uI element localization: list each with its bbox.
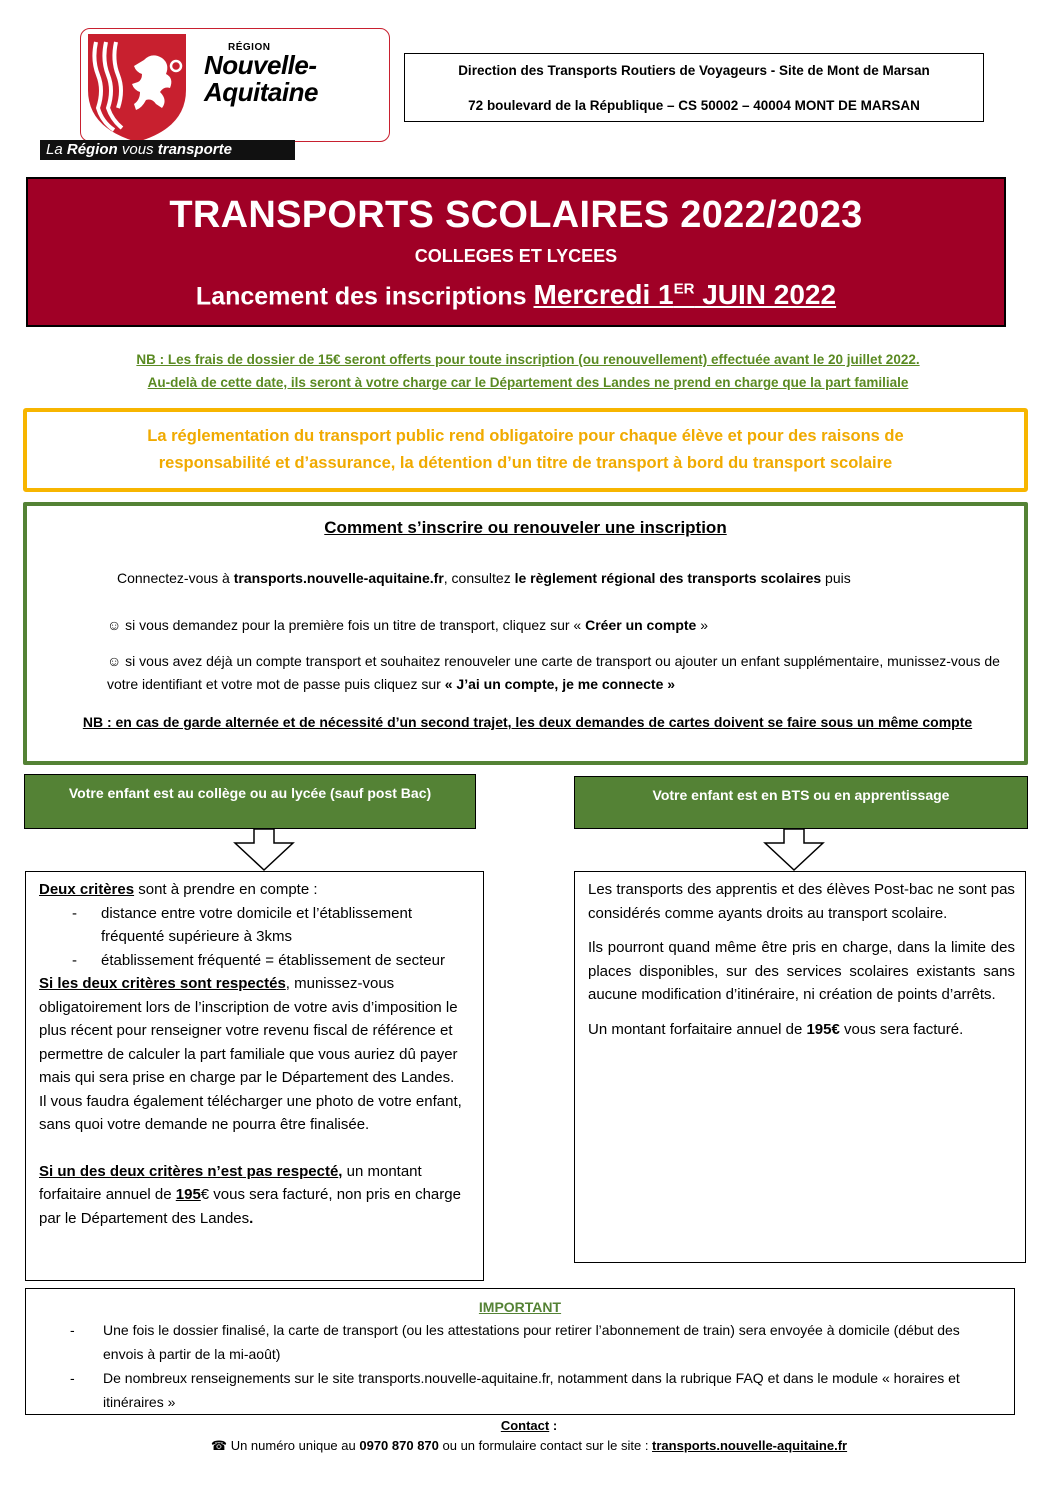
text: Un montant forfaitaire annuel de: [588, 1020, 807, 1038]
text: puis: [821, 570, 851, 586]
text: , consultez: [443, 570, 515, 586]
address-line-2: 72 boulevard de la République – CS 50002 – 40004 MONT DE MARSAN: [468, 98, 920, 113]
criteria-title: Deux critères: [39, 881, 135, 898]
shared-custody-note: NB : en cas de garde alternée et de nécessité d’un second trajet, les deux demandes de cartes doivent se faire sous un même compte: [82, 714, 973, 730]
website-link[interactable]: transports.nouvelle-aquitaine.fr: [233, 570, 444, 586]
tagline-part: transporte: [157, 141, 232, 158]
college-lycee-details: [25, 871, 484, 1281]
spacer: [39, 1137, 473, 1160]
logo-name-line1: Nouvelle-: [204, 50, 317, 80]
page-title: TRANSPORTS SCOLAIRES 2022/2023: [169, 194, 863, 236]
text: € vous sera facturé, non pris en charge par le Département des Landes: [39, 1186, 461, 1227]
fee-info: [588, 1018, 1015, 1042]
text: Connectez-vous à: [117, 570, 234, 586]
criteria-item: [39, 902, 473, 949]
text: si vous avez déjà un compte transport et souhaitez renouveler une carte de transport ou ajouter un enfant supplémentaire, munissez-vous de votre identifiant et votre mot de passe puis cliquez sur: [107, 653, 1000, 692]
launch-date-line: [28, 274, 1004, 312]
region-shield-logo: [82, 30, 192, 145]
first-time-instruction: [107, 614, 708, 637]
availability-info: Ils pourront quand même être pris en charge, dans la limite des places disponibles, sur des services scolaires existants sans aucune modification d’itinéraire, ni création de points d’arrêts.: [588, 939, 1015, 1003]
criteria-text: distance entre votre domicile et l’établissement fréquenté supérieure à 3kms: [101, 904, 412, 945]
tagline-part: La: [46, 141, 67, 158]
fee-amount: 195: [175, 1186, 201, 1203]
text: :: [549, 1418, 558, 1433]
logo-name: [204, 52, 318, 106]
text: Un numéro unique au: [227, 1438, 360, 1453]
text: ,: [338, 1162, 343, 1180]
contact-website-link[interactable]: transports.nouvelle-aquitaine.fr: [652, 1438, 848, 1453]
contact-label: [0, 1418, 1058, 1433]
bts-apprentice-header: Votre enfant est en BTS ou en apprentissage: [574, 776, 1028, 829]
text: »: [696, 617, 709, 633]
text: vous sera facturé.: [839, 1020, 964, 1038]
important-title: IMPORTANT: [478, 1299, 562, 1315]
dash-bullet: -: [72, 951, 77, 969]
important-item: [26, 1366, 1014, 1414]
tagline-part: vous: [117, 141, 158, 158]
tagline-part: Région: [66, 141, 118, 158]
title-banner: [26, 177, 1006, 327]
college-lycee-header: Votre enfant est au collège ou au lycée (sauf post Bac): [24, 774, 476, 829]
address-line-1: Direction des Transports Routiers de Voyageurs - Site de Mont de Marsan: [458, 63, 930, 78]
text: un montant forfaitaire annuel de: [39, 1162, 422, 1203]
photo-instruction: Il vous faudra également télécharger une photo de votre enfant, sans quoi votre demande ne pourra être finalisée.: [39, 1092, 462, 1133]
dash-bullet: -: [70, 1370, 75, 1386]
criteria-not-respected: [39, 1160, 473, 1231]
fee-notice: [30, 348, 1026, 394]
important-text: Une fois le dossier finalisé, la carte de transport (ou les attestations pour retirer l’abonnement de train) sera envoyée à domicile (début des envois à partir de la mi-août): [103, 1322, 960, 1362]
regulation-line-1: La réglementation du transport public rend obligatoire pour chaque élève et pour des raisons de: [147, 427, 904, 445]
logo-tagline: [40, 140, 295, 160]
smiley-icon: ☺: [107, 617, 122, 633]
criteria-intro: [39, 878, 473, 902]
rules-reference: le règlement régional des transports scolaires: [514, 570, 822, 586]
arrow-down-icon: [763, 828, 825, 872]
launch-date-day: Mercredi 1: [533, 279, 674, 311]
how-to-title: Comment s’inscrire ou renouveler une inscription: [324, 518, 727, 537]
page-subtitle: COLLEGES ET LYCEES: [414, 246, 618, 266]
text: sont à prendre en compte :: [134, 881, 318, 898]
login-label: « J’ai un compte, je me connecte »: [444, 676, 676, 692]
logo-name-line2: Aquitaine: [204, 77, 318, 107]
launch-prefix: Lancement des inscriptions: [195, 282, 534, 311]
phone-number[interactable]: 0970 870 870: [359, 1438, 439, 1453]
dash-bullet: -: [72, 904, 77, 922]
how-to-register-box: [23, 502, 1028, 765]
regulation-box: [23, 408, 1028, 492]
phone-icon: ☎: [210, 1438, 228, 1453]
bts-apprentice-details: [574, 871, 1026, 1263]
fee-notice-line-2: Au-delà de cette date, ils seront à votre charge car le Département des Landes ne prend en charge que la part familiale: [147, 375, 909, 390]
launch-date: [534, 279, 837, 310]
launch-date-sup: ER: [673, 281, 695, 298]
post-bac-info: Les transports des apprentis et des élèves Post-bac ne sont pas considérés comme ayants droits au transport scolaire.: [588, 881, 1015, 922]
regulation-line-2: responsabilité et d’assurance, la détention d’un titre de transport à bord du transport scolaire: [158, 454, 893, 472]
respected-title: Si les deux critères sont respectés: [39, 975, 286, 992]
text: si vous demandez pour la première fois un titre de transport, cliquez sur «: [121, 617, 586, 633]
renewal-instruction: [107, 650, 1017, 696]
dash-bullet: -: [70, 1322, 75, 1338]
address-box: [404, 53, 984, 122]
smiley-icon: ☺: [107, 653, 122, 669]
not-respected-title: Si un des deux critères n’est pas respecté: [39, 1162, 339, 1180]
important-box: [25, 1288, 1015, 1415]
text: ou un formulaire contact sur le site :: [438, 1438, 653, 1453]
criteria-respected: [39, 972, 473, 1090]
launch-date-rest: JUIN 2022: [694, 279, 837, 311]
contact-title: Contact: [500, 1418, 550, 1433]
create-account-label: Créer un compte: [585, 617, 697, 633]
connect-instruction: [117, 570, 851, 586]
logo-region-label: RÉGION: [228, 42, 271, 53]
criteria-item: [39, 949, 473, 973]
text: .: [249, 1209, 254, 1227]
text: , munissez-vous obligatoirement lors de l’inscription de votre avis d’imposition le plus récent pour renseigner votre revenu fiscal de référence et permettre de calculer la part familiale que vous auriez dû payer mais qui sera prise en charge par le Département des Landes.: [39, 975, 458, 1086]
important-item: [26, 1318, 1014, 1366]
arrow-down-icon: [233, 828, 295, 872]
important-text: De nombreux renseignements sur le site transports.nouvelle-aquitaine.fr, notamment dans la rubrique FAQ et dans le module « horaires et itinéraires »: [103, 1370, 960, 1410]
fee-amount: 195€: [806, 1020, 840, 1038]
contact-line: [0, 1438, 1058, 1454]
criteria-text: établissement fréquenté = établissement de secteur: [101, 951, 445, 969]
fee-notice-line-1: NB : Les frais de dossier de 15€ seront offerts pour toute inscription (ou renouvellement) effectuée avant le 20 juillet 2022.: [136, 352, 920, 367]
